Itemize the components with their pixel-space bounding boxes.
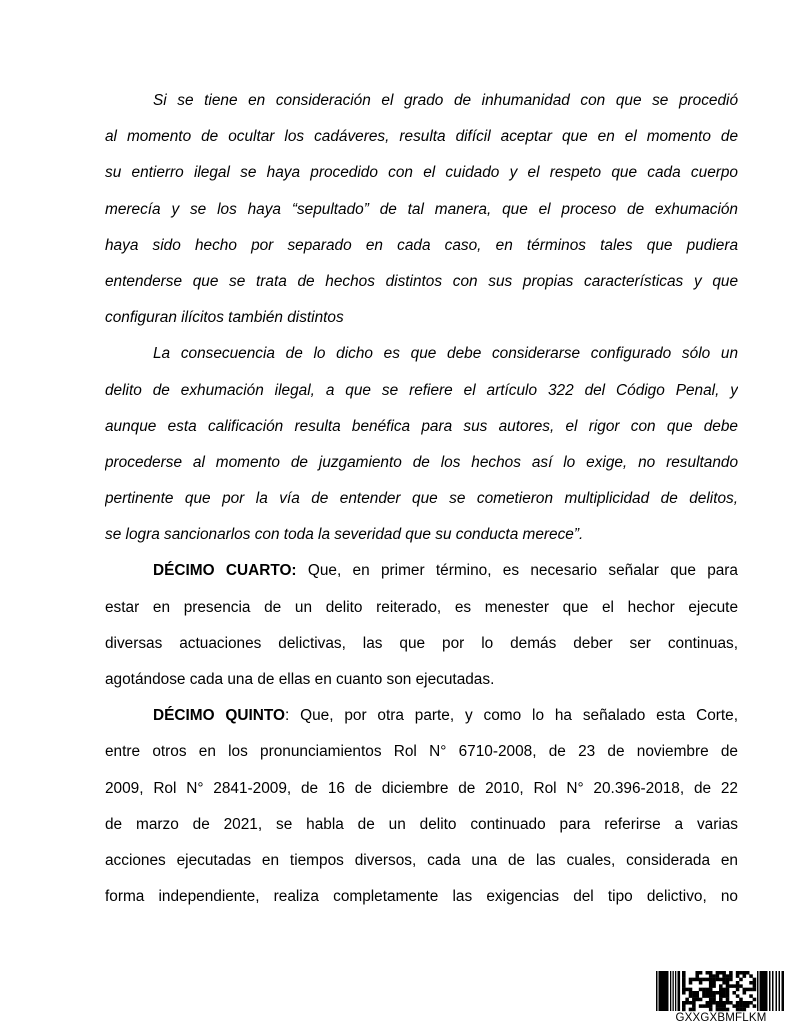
document-text-block [105, 83, 738, 915]
text-line: de marzo de 2021, se habla de un delito continuado para referirse a varias [105, 815, 738, 833]
text-line: pertinente que por la vía de entender que se cometieron multiplicidad de delitos, [105, 490, 738, 508]
verification-barcode-icon [656, 971, 786, 1012]
text-line: La consecuencia de lo dicho es que debe considerarse configurado sólo un [153, 345, 738, 363]
text-line: haya sido hecho por separado en cada caso, en términos tales que pudiera [105, 236, 738, 254]
text-line: acciones ejecutadas en tiempos diversos, cada una de las cuales, considerada en [105, 851, 738, 869]
text-line: 2009, Rol N° 2841-2009, de 16 de diciembre de 2010, Rol N° 20.396-2018, de 22 [105, 779, 738, 797]
text-line: entre otros en los pronunciamientos Rol N° 6710-2008, de 23 de noviembre de [105, 743, 738, 761]
text-line: merecía y se los haya “sepultado” de tal manera, que el proceso de exhumación [105, 200, 738, 218]
section-heading-decimo-quinto: DÉCIMO QUINTO [153, 707, 285, 725]
text-line: su entierro ilegal se haya procedido con el cuidado y el respeto que cada cuerpo [105, 164, 738, 182]
text-line: delito de exhumación ilegal, a que se refiere el artículo 322 del Código Penal, y [105, 381, 738, 399]
text-line: diversas actuaciones delictivas, las que por lo demás deber ser continuas, [105, 634, 738, 652]
text-line: al momento de ocultar los cadáveres, resulta difícil aceptar que en el momento de [105, 128, 738, 146]
verification-code: GXXGXBMFLKM [675, 1012, 767, 1024]
section-heading-decimo-cuarto: DÉCIMO CUARTO: [153, 562, 297, 580]
text-line: agotándose cada una de ellas en cuanto son ejecutadas. [105, 671, 495, 688]
text-run: : Que, por otra parte, y como lo ha señalado esta Corte, [284, 707, 738, 725]
text-line: procederse al momento de juzgamiento de los hechos así lo exige, no resultando [105, 453, 738, 471]
text-line [105, 553, 738, 589]
text-line: entenderse que se trata de hechos distintos con sus propias características y que [105, 272, 738, 290]
verification-stamp [656, 971, 786, 1025]
text-line: se logra sancionarlos con toda la severidad que su conducta merece”. [105, 526, 584, 544]
text-run: Que, en primer término, es necesario señalar que para [296, 562, 738, 580]
text-line: estar en presencia de un delito reiterado, es menester que el hechor ejecute [105, 598, 738, 616]
text-line: aunque esta calificación resulta benéfica para sus autores, el rigor con que debe [105, 417, 738, 435]
text-line: forma independiente, realiza completamente las exigencias del tipo delictivo, no [105, 888, 738, 906]
text-line: Si se tiene en consideración el grado de inhumanidad con que se procedió [153, 92, 738, 109]
text-line: configuran ilícitos también distintos [105, 309, 344, 327]
text-line [105, 698, 738, 734]
